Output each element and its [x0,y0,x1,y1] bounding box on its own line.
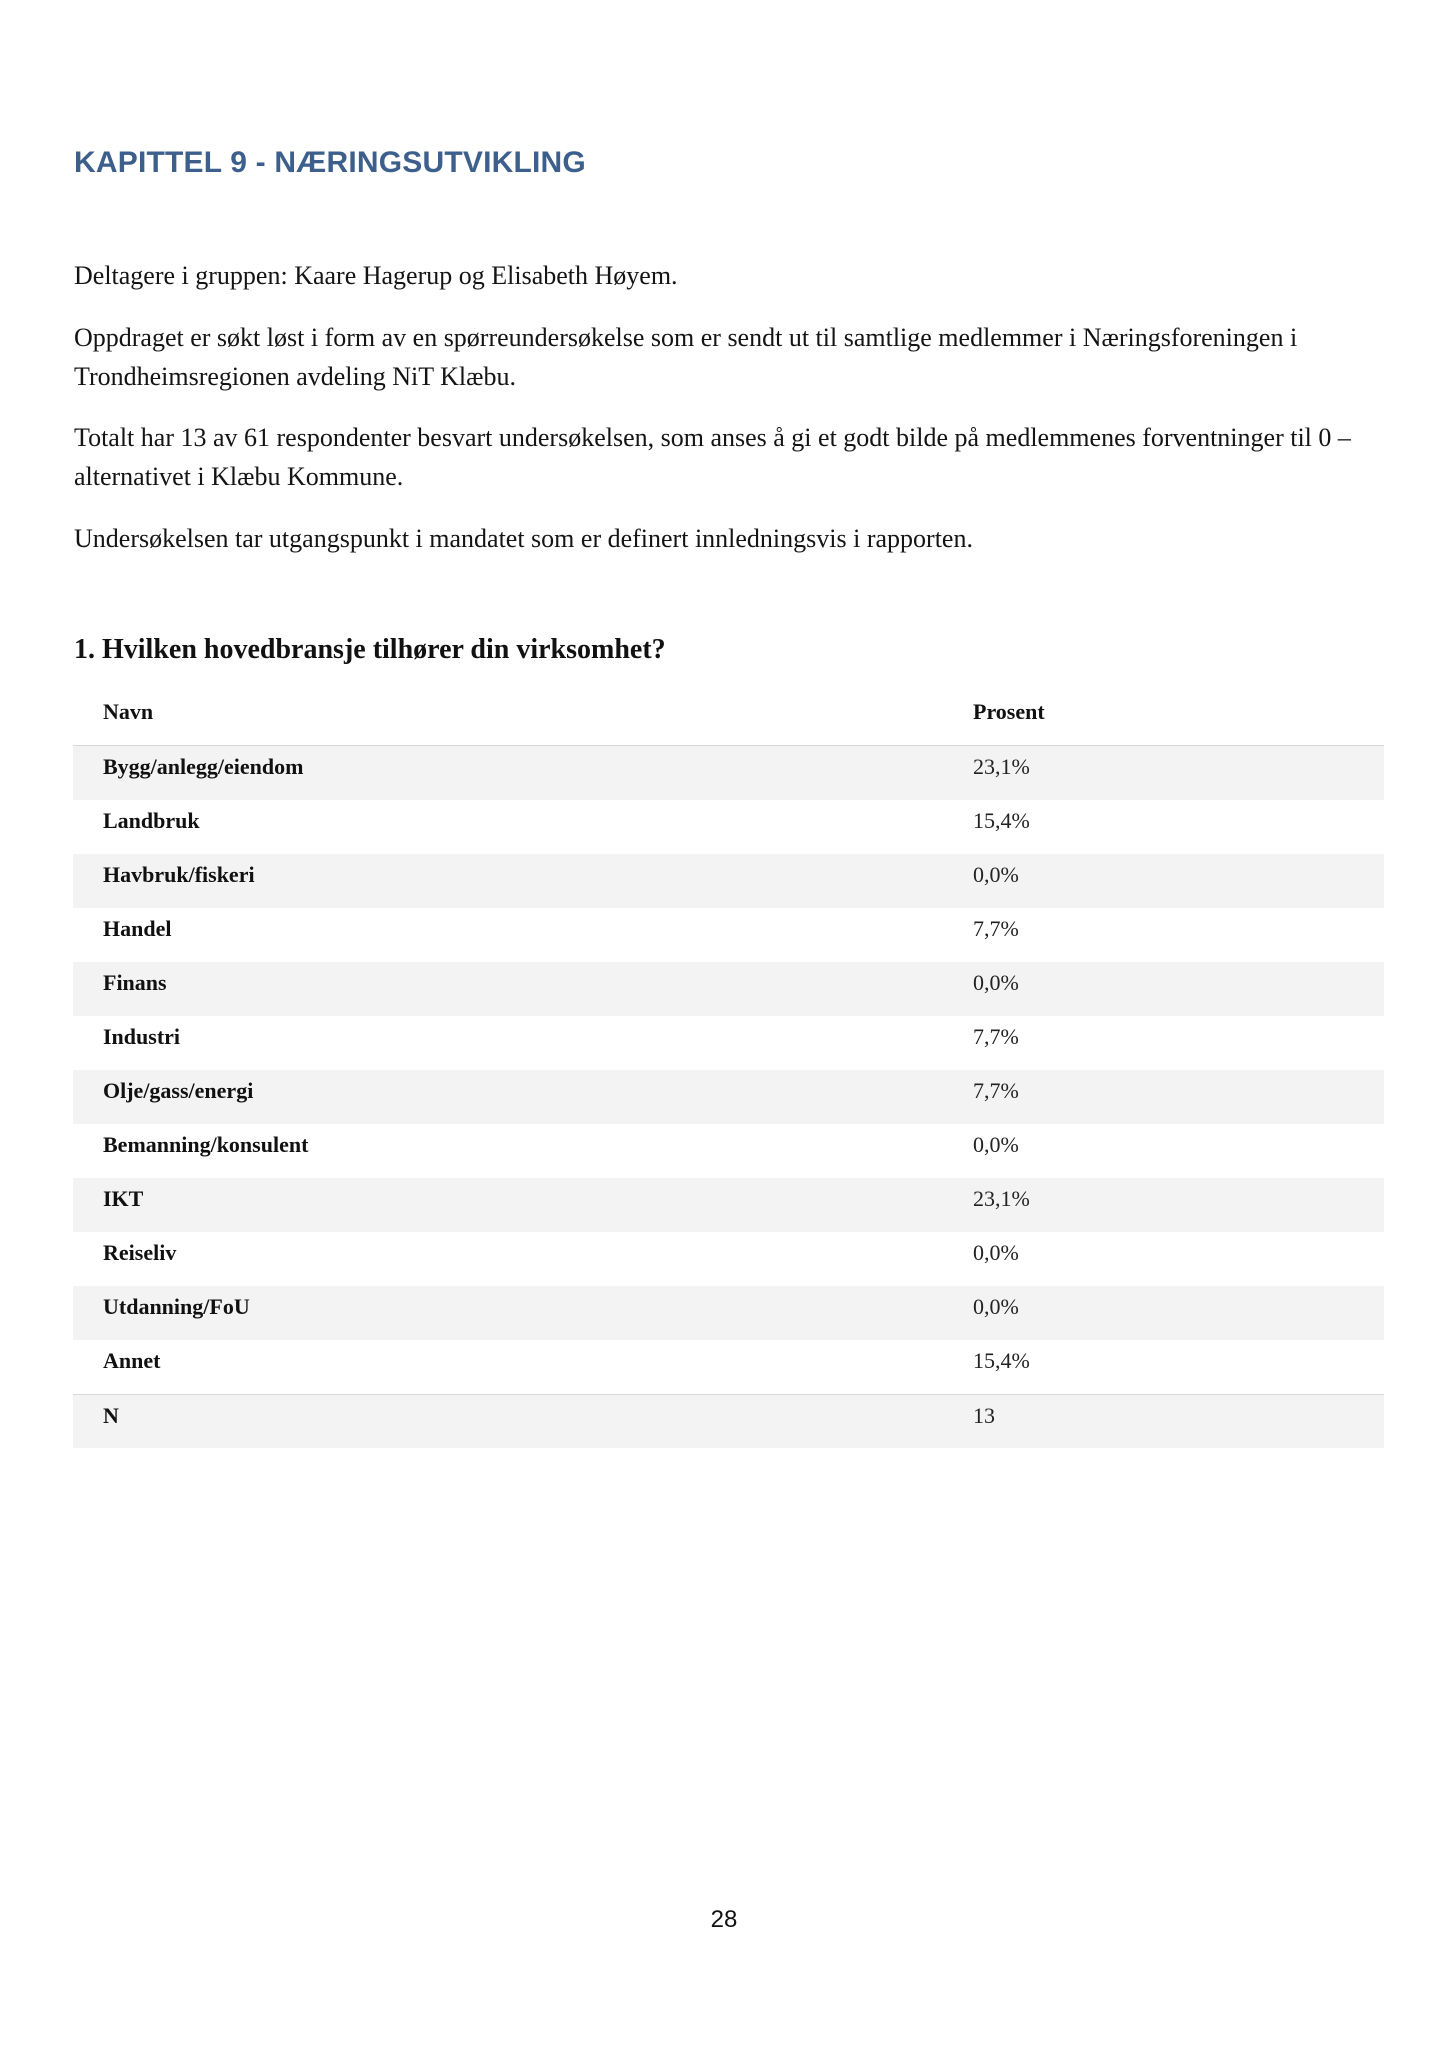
row-percent: 7,7% [973,1078,1019,1103]
mandate-paragraph: Undersøkelsen tar utgangspunkt i mandatet som er definert innledningsvis i rapporten. [74,524,973,553]
header-name: Navn [103,699,154,724]
table-row [73,1340,1384,1394]
table-row [73,854,1384,908]
row-name: Finans [103,970,167,995]
row-percent: 15,4% [973,1348,1030,1373]
row-percent: 0,0% [973,970,1019,995]
row-percent: 0,0% [973,862,1019,887]
respondents-paragraph: Totalt har 13 av 61 respondenter besvart undersøkelsen, som anses å gi et godt bilde på medlemmenes forventninger til 0 – alternativet i Klæbu Kommune. [74,423,1351,491]
table-row [73,1286,1384,1340]
row-percent: 7,7% [973,916,1019,941]
table-row [73,908,1384,962]
row-percent: 0,0% [973,1240,1019,1265]
page-number: 28 [710,1906,738,1933]
row-percent: 23,1% [973,1186,1030,1211]
row-percent: 0,0% [973,1132,1019,1157]
row-percent: 7,7% [973,1024,1019,1049]
table-row [73,1178,1384,1232]
row-name: Bygg/anlegg/eiendom [103,754,304,779]
row-name: Utdanning/FoU [103,1294,250,1319]
total-value: 13 [973,1403,995,1428]
table-row [73,1232,1384,1286]
row-name: Industri [103,1024,181,1049]
row-name: Bemanning/konsulent [103,1132,309,1157]
row-name: Handel [103,916,172,941]
row-name: Reiseliv [103,1240,177,1265]
table-row [73,800,1384,854]
row-name: Annet [103,1348,161,1373]
chapter-title: KAPITTEL 9 - NÆRINGSUTVIKLING [74,146,586,179]
industry-table [73,691,1384,1448]
total-label: N [103,1403,119,1428]
row-percent: 15,4% [973,808,1030,833]
row-name: Havbruk/fiskeri [103,862,255,887]
question-heading: 1. Hvilken hovedbransje tilhører din virksomhet? [74,634,666,665]
row-name: IKT [103,1186,144,1211]
table-row [73,962,1384,1016]
table-row [73,1016,1384,1070]
table-row [73,746,1384,800]
header-percent: Prosent [973,699,1045,724]
table-total-row [73,1394,1384,1448]
row-name: Olje/gass/energi [103,1078,254,1103]
row-percent: 0,0% [973,1294,1019,1319]
assignment-paragraph: Oppdraget er søkt løst i form av en spørreundersøkelse som er sendt ut til samtlige medlemmer i Næringsforeningen i Trondheimsregionen avdeling NiT Klæbu. [74,323,1298,391]
row-percent: 23,1% [973,754,1030,779]
table-row [73,1124,1384,1178]
participants-paragraph: Deltagere i gruppen: Kaare Hagerup og Elisabeth Høyem. [74,261,678,290]
row-name: Landbruk [103,808,200,833]
table-row [73,1070,1384,1124]
table-header [73,691,1384,746]
